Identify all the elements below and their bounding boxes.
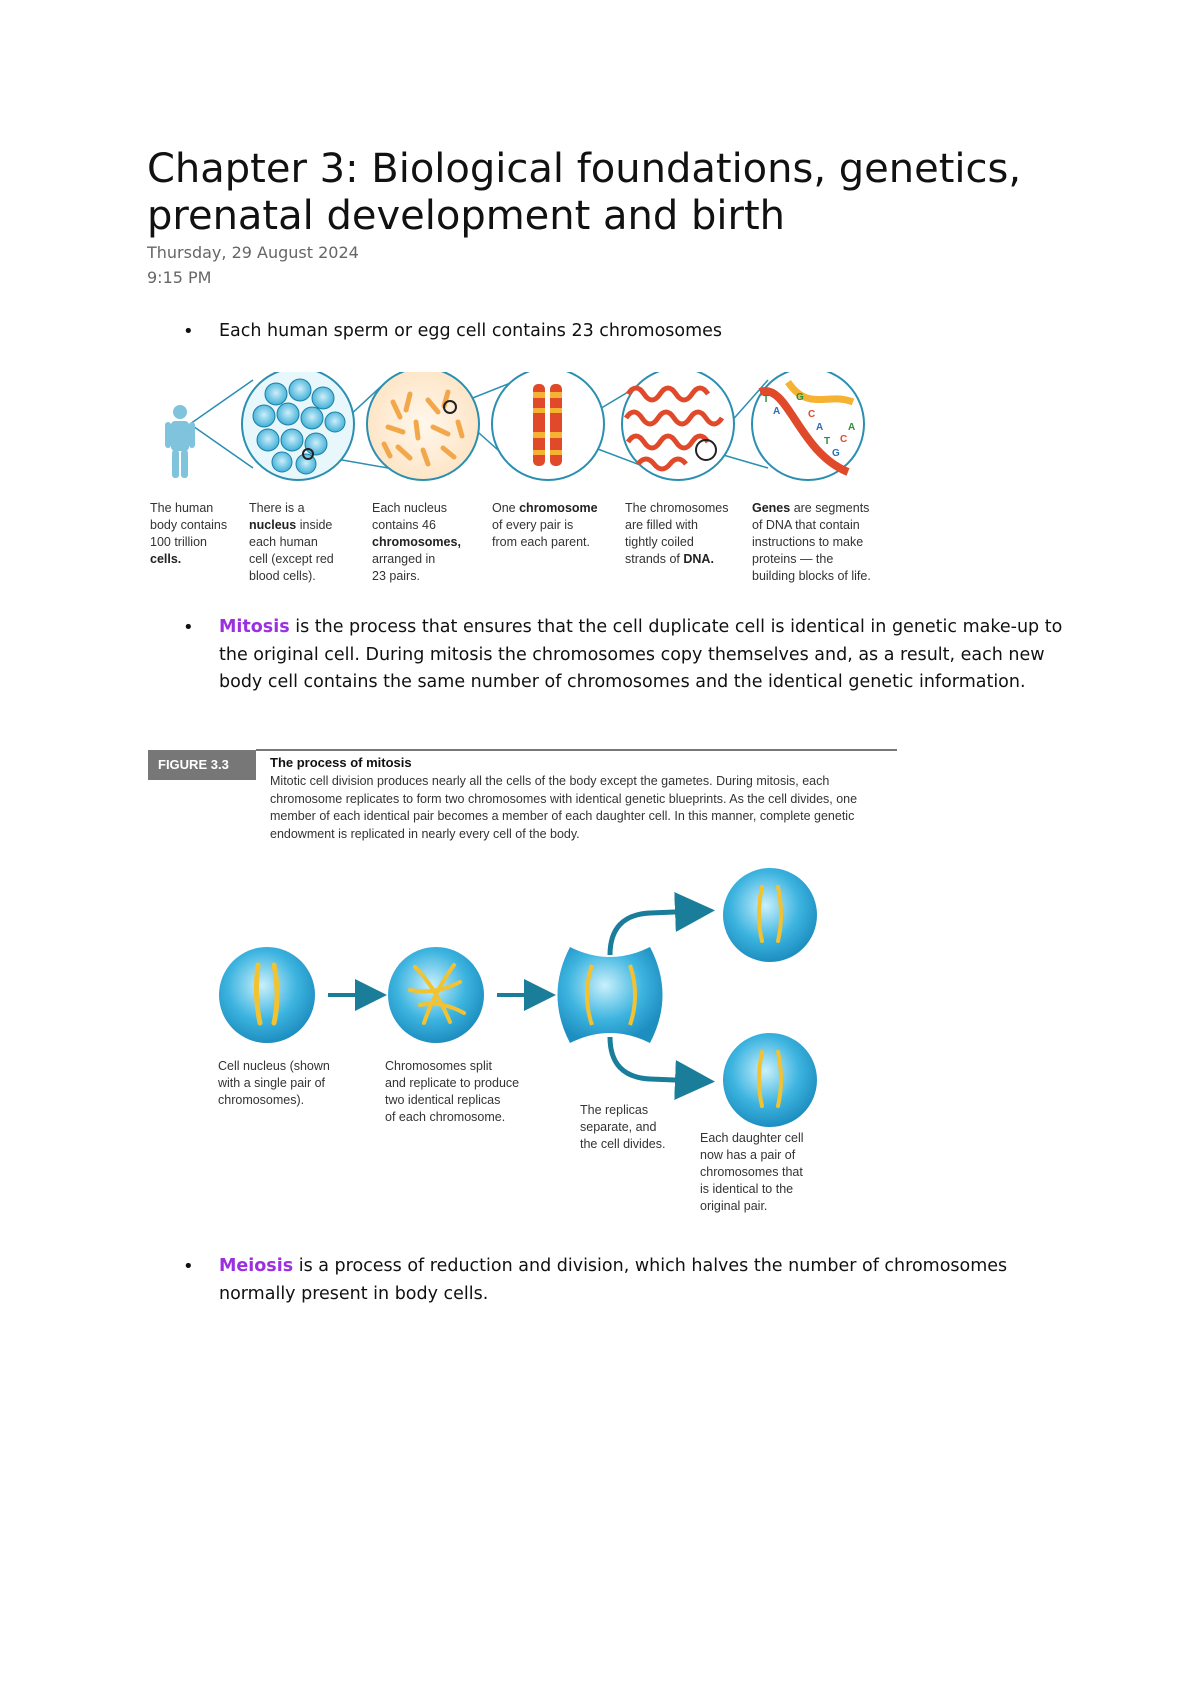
caption-step1: Cell nucleus (shown with a single pair of chromosomes). bbox=[218, 1059, 330, 1107]
cell-nucleus-step2 bbox=[388, 947, 484, 1043]
bullet-marker: • bbox=[183, 321, 194, 342]
page-date: Thursday, 29 August 2024 bbox=[147, 243, 359, 262]
keyword-meiosis: Meiosis bbox=[219, 1256, 294, 1276]
cell-nucleus-step1 bbox=[219, 947, 315, 1043]
chromosome-pair-circle bbox=[492, 372, 604, 480]
caption-step4: Each daughter cell now has a pair of chromosomes that is identical to the original pair. bbox=[700, 1131, 804, 1213]
svg-text:C: C bbox=[840, 434, 848, 445]
chromosomes-circle bbox=[367, 372, 479, 480]
svg-text:T: T bbox=[763, 394, 770, 405]
caption-genes: Genes are segments of DNA that contain instructions to make proteins — the building blocks of life. bbox=[752, 501, 871, 583]
svg-text:G: G bbox=[832, 448, 840, 459]
svg-text:A: A bbox=[773, 406, 781, 417]
svg-text:T: T bbox=[824, 436, 831, 447]
caption-nucleus: There is a nucleus inside each human cell (except red blood cells). bbox=[249, 501, 334, 583]
list-item bbox=[183, 614, 1073, 724]
svg-text:G: G bbox=[796, 392, 804, 403]
keyword-mitosis: Mitosis bbox=[219, 617, 290, 637]
daughter-cell-bottom bbox=[723, 1033, 817, 1127]
bullet-marker: • bbox=[183, 1256, 194, 1277]
svg-text:A: A bbox=[816, 422, 824, 433]
bullet-text: Meiosis is a process of reduction and division, which halves the number of chromosomes normally present in body cells. bbox=[219, 1256, 1008, 1304]
figure-label: FIGURE 3.3 bbox=[148, 750, 256, 780]
page-title: Chapter 3: Biological foundations, genetics, prenatal development and birth bbox=[147, 146, 1022, 239]
dna-helix-circle bbox=[752, 372, 864, 480]
page-time: 9:15 PM bbox=[147, 268, 212, 287]
dna-coil-circle bbox=[622, 372, 734, 480]
figure-rule bbox=[256, 749, 897, 751]
human-figure-icon bbox=[165, 405, 195, 478]
svg-text:C: C bbox=[808, 409, 816, 420]
figure-title: The process of mitosis bbox=[270, 755, 412, 770]
svg-text:A: A bbox=[848, 422, 856, 433]
dividing-cell bbox=[558, 947, 663, 1043]
caption-dna: The chromosomes are filled with tightly coiled strands of DNA. bbox=[625, 501, 729, 566]
caption-chromosomes: Each nucleus contains 46 chromosomes, arranged in 23 pairs. bbox=[372, 501, 461, 583]
caption-step3: The replicas separate, and the cell divides. bbox=[580, 1103, 666, 1151]
caption-chromosome-pair: One chromosome of every pair is from each parent. bbox=[492, 501, 598, 549]
bullet-text: Each human sperm or egg cell contains 23 chromosomes bbox=[219, 321, 723, 341]
caption-step2: Chromosomes split and replicate to produce two identical replicas of each chromosome. bbox=[385, 1059, 520, 1124]
caption-cells: The human body contains 100 trillion cells. bbox=[150, 501, 228, 566]
daughter-cell-top bbox=[723, 868, 817, 962]
cells-circle bbox=[242, 372, 354, 480]
list-item bbox=[183, 1253, 1073, 1313]
bullet-text: Mitosis is the process that ensures that the cell duplicate cell is identical in genetic make-up to the original cell. During mitosis the chromosomes copy themselves and, as a result, each new body cell contains the same number of chromosomes and the identical genetic information. bbox=[219, 617, 1063, 692]
figure-description: Mitotic cell division produces nearly all the cells of the body except the gametes. During mitosis, each chromosome replicates to form two chromosomes with identical genetic blueprints. As the cell divides, one member of each identical pair becomes a member of each daughter cell. In this manner, complete genetic endowment is replicated in nearly every cell of the body. bbox=[270, 774, 858, 841]
bullet-marker: • bbox=[183, 617, 194, 638]
